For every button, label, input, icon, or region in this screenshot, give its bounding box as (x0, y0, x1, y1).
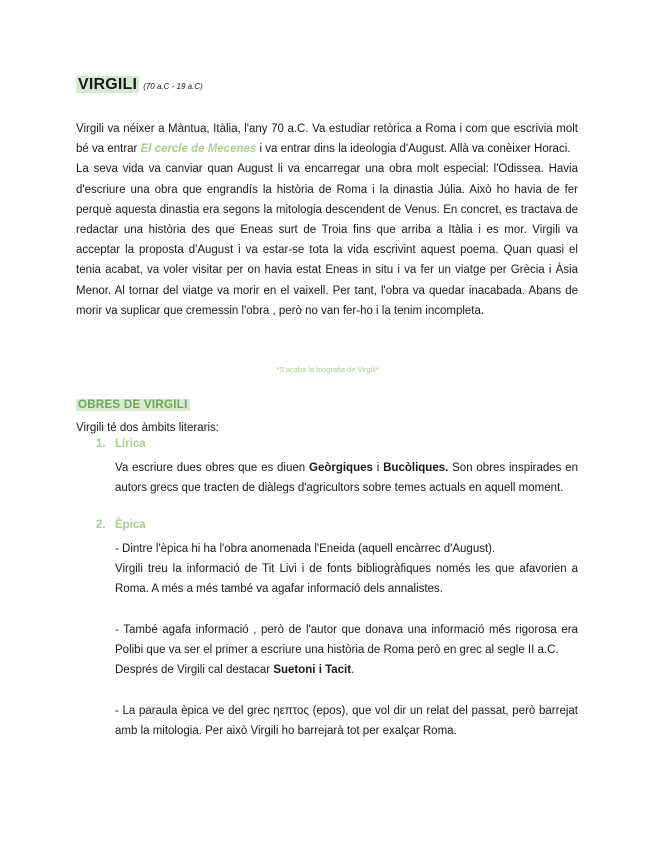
list-item-lirica-body (115, 458, 578, 498)
list-label: Lírica (115, 438, 146, 450)
lirica-text-1: Va escriure dues obres que es diuen (115, 462, 306, 474)
list-number: 2. (96, 519, 106, 531)
biography-paragraph-1 (76, 119, 578, 159)
epica-paragraph-4 (115, 660, 578, 680)
list-label: Èpica (115, 519, 146, 531)
title-line (76, 76, 203, 94)
epica-paragraph-2: Virgili treu la informació de Tit Livi i de fonts bibliogràfiques només les que afavorien a Roma. A més a més també va agafar informació dels annalistes. (115, 563, 578, 596)
epica-p4-text: Després de Virgili cal destacar (115, 664, 271, 677)
epica-p4-end: . (351, 664, 355, 677)
biography-text (76, 119, 578, 321)
cercle-mecenes-link: El cercle de Mecenes (140, 143, 257, 156)
works-intro: Virgili té dos àmbits literaris: (76, 422, 219, 434)
biography-paragraph-2: La seva vida va canviar quan August li va encarregar una obra molt especial: l'Odissea. Havia d'escriure una obra que engrandís la història de Roma i la dinastia Júlia. Això ho havia de fer perquè aquesta dinastia era segons la mitologia descendent de Venus. En concret, es tractava de redactar una història des que Eneas surt de Troia fins que arriba a Itàlia i es mor. Virgili va acceptar la proposta d'August i va estar-se tota la vida escrivint aquest poema. Quan quasi el tenia acabat, va voler visitar per on havia estat Eneas in situ i va fer un viatge per Grècia i Àsia Menor. Al tornar del viatge va morir en el vaixell. Per tant, l'obra va quedar inacabada. Abans de morir va suplicar que cremessin l'obra , però no van fer-ho i la tenim incompleta. (76, 163, 578, 317)
epica-paragraph-5: - La paraula èpica ve del grec ηεπτος (epos), que vol dir un relat del passat, però barrejat amb la mitologia. Per això Virgili ho barrejarà tot per exalçar Roma. (115, 704, 578, 737)
biography-end-note: *S'acaba la biografia de Virgili* (276, 365, 379, 374)
spacer (115, 600, 578, 620)
epica-paragraph-1: - Dintre l'èpica hi ha l'obra anomenada l'Eneida (aquell encàrrec d'August). (115, 543, 496, 555)
lirica-text-3: Son obres inspirades en autors grecs que tracten de diàlegs d'agricultors sobre temes actuals en aquell moment. (115, 462, 579, 495)
list-item-epica-heading (96, 519, 146, 531)
bucoliques-bold: Bucòliques. (383, 462, 449, 474)
spacer (115, 680, 578, 700)
title-dates: (70 a.C - 19 a.C) (143, 82, 203, 91)
paragraph-1-text-a: Virgili va néixer a Màntua, Itàlia, l'any 70 a.C. Va estudiar retòrica a Roma i com que escrivia molt bé va entrar (76, 123, 578, 156)
list-item-lirica-heading (96, 438, 146, 450)
works-heading: OBRES DE VIRGILI (78, 399, 188, 411)
document-title: VIRGILI (78, 76, 138, 93)
list-item-epica-body (115, 539, 578, 741)
suetoni-tacit-bold: Suetoni i Tacit (273, 664, 352, 677)
lirica-text-2: i (376, 462, 380, 474)
list-number: 1. (96, 438, 106, 450)
epica-paragraph-3: - També agafa informació , però de l'autor que donava una informació més rigorosa era Polibi que va ser el primer a escriure una història de Roma però en grec al segle II a.C. (115, 623, 578, 656)
paragraph-1-text-b: i va entrar dins la ideologia d'August. Allà va conèixer Horaci. (259, 143, 571, 156)
georgiques-bold: Geòrgiques (309, 462, 373, 474)
